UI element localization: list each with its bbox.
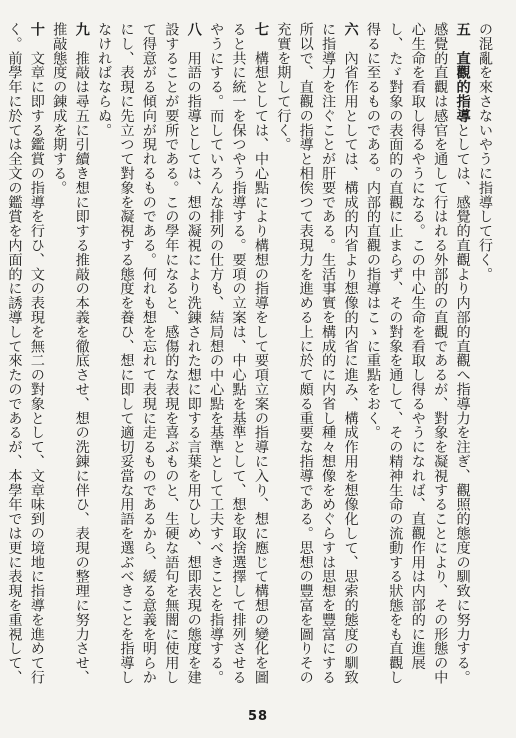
section-ten-body: 文章に即する鑑賞の指導を行ひ、文の表現を無二の對象として、文章味到の境地に指導を進めて行く。前學年に於ては全文の鑑賞を内面的に誘導して來たのであるが、本學年では更に表現を重視して、 xyxy=(6,22,45,685)
section-five xyxy=(362,22,474,690)
paragraph-continuation: の混亂を來さないやうに指導して行く。 xyxy=(477,22,493,282)
section-seven-body: 構想としては、中心點により構想の指導をして要項立案の指導に入り、想に應じて構想の變化を圖ると共に統一を保つやう指導する。要項の立案は、中心點を基準とし xyxy=(230,22,269,685)
section-nine-body: 推敲は尋五に引續き想に即する推敲の本義を徹底させ、想の洗錬に伴ひ、表現の整理に努力させ、推敲態度の錬成を期する。 xyxy=(51,22,90,685)
section-five-number: 五 xyxy=(454,22,471,37)
section-seven xyxy=(205,22,272,690)
page-number: 58 xyxy=(247,709,269,724)
section-six xyxy=(272,22,362,690)
section-five-title: 直觀的指導 xyxy=(454,50,471,123)
section-eight-number: 八 xyxy=(185,22,202,37)
section-ten xyxy=(0,22,48,690)
section-seven-continued: て、想を取捨選擇して排列させるやうにする。而していろんな排列の仕方も、結局想の中心點を基準として工夫すべきことを指導する。 xyxy=(208,22,247,685)
section-nine-number: 九 xyxy=(73,22,90,37)
section-five-body: としては、感覺的直觀より内部的直觀へ指導力を注ぎ、觀照的態度の馴致に努力する。感覺的直觀は感官を通して行はれる外部的の直觀であるが、對象を凝視することにより、その形態の中心生命を看取し得るやうになる。この中心生命を看取し得るやうになれば、直觀作用は内部的に進展し、たゞ對象の表面的の直觀に止まらず、その對象を通して、その精神生命の流動する狀態をも直觀し得るに至るものである。内部的直觀の指導はこゝに重點をおく。 xyxy=(364,22,471,685)
section-ten-number: 十 xyxy=(28,22,45,37)
section-seven-number: 七 xyxy=(252,22,269,37)
section-nine xyxy=(48,22,93,690)
section-six-number: 六 xyxy=(342,22,359,37)
section-eight xyxy=(93,22,205,690)
vertical-body-text xyxy=(6,22,496,690)
section-eight-body: 用語の指導としては、想の凝視により洗錬された想に即する言葉を用ひしめ、想即表現の態度を建設することが要所である。この學年になると、感傷的な表現を喜ぶものと、生硬な語句を無闇に使用して得意がる傾向が現れるものである。何れも想を忘れて表現に走るものであるから、緩る意義を明らかにし、表現に先立つて對象を凝視する態度を養ひ、想に即して適切妥當な用語を選ぶべきことを指導しなければならぬ。 xyxy=(96,22,202,685)
section-six-body: 內省作用としては、構成的内省より想像的内省に進み、構成作用を想像化して、思索的態度の馴致に指導力を注ぐことが肝要である。生活事實を構成的に内省し種々想像をめぐらすは思想を豐富にする所以で、直觀の指導と相俟つて表現力を進める上に於て頗る重要な指導である。思想の豐富を圖りその充實を期して行く。 xyxy=(275,22,359,685)
